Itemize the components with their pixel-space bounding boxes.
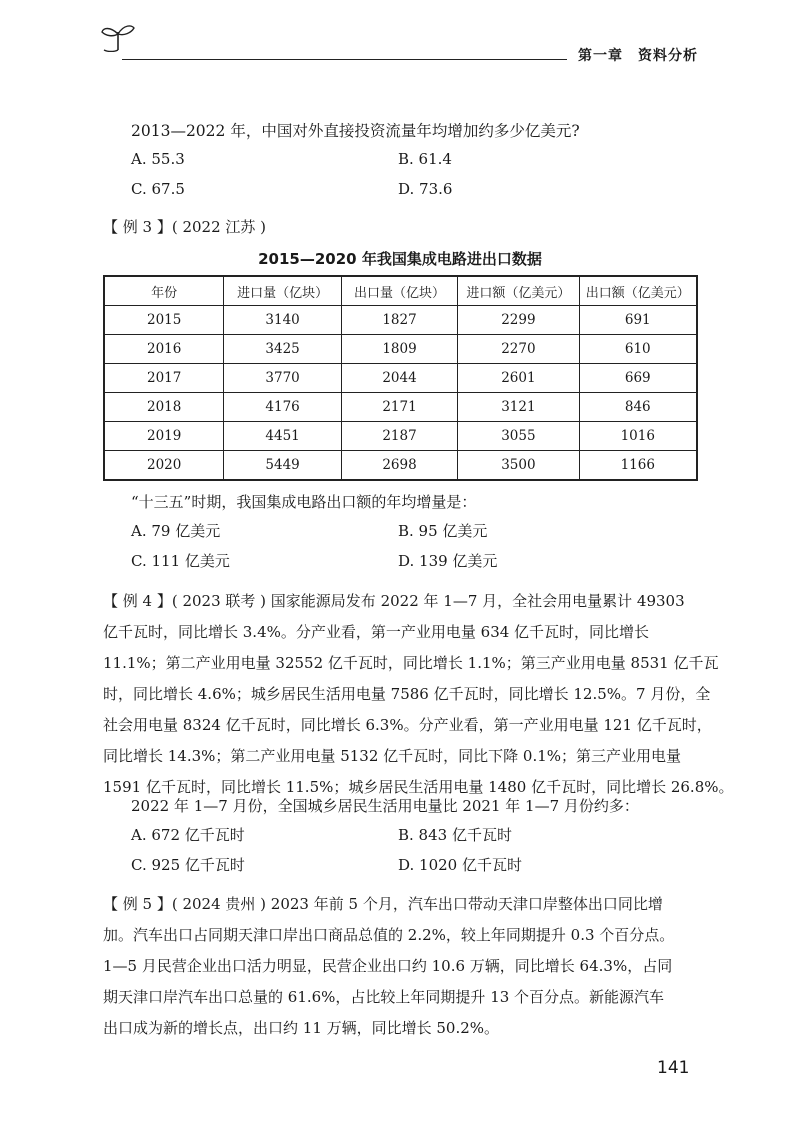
table-row xyxy=(104,451,697,481)
ex4-line: 同比增长 14.3%；第二产业用电量 5132 亿千瓦时，同比下降 0.1%；第三产业用电量 xyxy=(103,747,682,765)
ic-trade-table xyxy=(103,275,698,481)
table-row xyxy=(104,335,697,364)
ex4-line: 【 例 4 】( 2023 联考 ) 国家能源局发布 2022 年 1—7 月，全社会用电量累计 49303 xyxy=(103,592,685,610)
cell-export-volume: 2698 xyxy=(341,451,457,481)
cell-export-value: 1166 xyxy=(579,451,697,481)
ex3-option-c: C. 111 亿美元 xyxy=(131,552,230,570)
ex4-option-d: D. 1020 亿千瓦时 xyxy=(398,856,522,874)
cell-export-value: 669 xyxy=(579,364,697,393)
ex5-line: 【 例 5 】( 2024 贵州 ) 2023 年前 5 个月，汽车出口带动天津口岸整体出口同比增 xyxy=(103,895,663,913)
cell-import-volume: 3425 xyxy=(224,335,341,364)
col-header-import-volume: 进口量（亿块） xyxy=(224,276,341,306)
cell-import-value: 3500 xyxy=(458,451,579,481)
q1-option-a: A. 55.3 xyxy=(131,150,185,168)
ex5-line: 1—5 月民营企业出口活力明显，民营企业出口约 10.6 万辆，同比增长 64.3%，占同 xyxy=(103,957,673,975)
table-row xyxy=(104,364,697,393)
ex5-line: 加。汽车出口占同期天津口岸出口商品总值的 2.2%，较上年同期提升 0.3 个百分点。 xyxy=(103,926,675,944)
ex3-question: “十三五”时期，我国集成电路出口额的年均增量是： xyxy=(131,493,477,511)
col-header-export-volume: 出口量（亿块） xyxy=(341,276,457,306)
table-row xyxy=(104,306,697,335)
cell-import-value: 2270 xyxy=(458,335,579,364)
ex4-option-c: C. 925 亿千瓦时 xyxy=(131,856,245,874)
cell-year: 2017 xyxy=(104,364,224,393)
table-row xyxy=(104,393,697,422)
cell-import-volume: 4176 xyxy=(224,393,341,422)
header-rule xyxy=(122,59,567,60)
cell-import-value: 3055 xyxy=(458,422,579,451)
cell-import-volume: 4451 xyxy=(224,422,341,451)
q1-question: 2013—2022 年，中国对外直接投资流量年均增加约多少亿美元? xyxy=(131,122,580,140)
cell-export-value: 1016 xyxy=(579,422,697,451)
ex5-line: 期天津口岸汽车出口总量的 61.6%，占比较上年同期提升 13 个百分点。新能源汽车 xyxy=(103,988,665,1006)
ex4-paragraph xyxy=(103,586,734,803)
table-row xyxy=(104,422,697,451)
cell-year: 2019 xyxy=(104,422,224,451)
cell-year: 2016 xyxy=(104,335,224,364)
table-header-row xyxy=(104,276,697,306)
q1-option-d: D. 73.6 xyxy=(398,180,453,198)
col-header-export-value: 出口额（亿美元） xyxy=(579,276,697,306)
cell-import-volume: 3140 xyxy=(224,306,341,335)
ex4-option-b: B. 843 亿千瓦时 xyxy=(398,826,512,844)
page-number: 141 xyxy=(657,1058,690,1078)
sprout-leaf-icon xyxy=(100,22,136,52)
cell-year: 2015 xyxy=(104,306,224,335)
chapter-title: 第一章 资料分析 xyxy=(578,48,698,64)
cell-export-volume: 1809 xyxy=(341,335,457,364)
cell-export-volume: 2187 xyxy=(341,422,457,451)
ex4-question: 2022 年 1—7 月份，全国城乡居民生活用电量比 2021 年 1—7 月份约多： xyxy=(131,797,639,815)
cell-import-value: 2299 xyxy=(458,306,579,335)
q1-option-b: B. 61.4 xyxy=(398,150,452,168)
table-title: 2015—2020 年我国集成电路进出口数据 xyxy=(258,250,542,268)
q1-option-c: C. 67.5 xyxy=(131,180,185,198)
cell-year: 2020 xyxy=(104,451,224,481)
ex3-label: 【 例 3 】( 2022 江苏 ) xyxy=(103,218,267,236)
cell-export-value: 691 xyxy=(579,306,697,335)
cell-export-volume: 2044 xyxy=(341,364,457,393)
ex5-line: 出口成为新的增长点，出口约 11 万辆，同比增长 50.2%。 xyxy=(103,1019,500,1037)
cell-import-value: 3121 xyxy=(458,393,579,422)
col-header-year: 年份 xyxy=(104,276,224,306)
ex3-option-b: B. 95 亿美元 xyxy=(398,522,488,540)
ex3-option-a: A. 79 亿美元 xyxy=(131,522,221,540)
cell-year: 2018 xyxy=(104,393,224,422)
ex4-line: 1591 亿千瓦时，同比增长 11.5%；城乡居民生活用电量 1480 亿千瓦时，同比增长 26.8%。 xyxy=(103,778,734,796)
cell-export-volume: 2171 xyxy=(341,393,457,422)
ex4-option-a: A. 672 亿千瓦时 xyxy=(131,826,245,844)
cell-export-volume: 1827 xyxy=(341,306,457,335)
cell-export-value: 610 xyxy=(579,335,697,364)
ex5-paragraph xyxy=(103,889,703,1044)
cell-import-value: 2601 xyxy=(458,364,579,393)
ex4-line: 亿千瓦时，同比增长 3.4%。分产业看，第一产业用电量 634 亿千瓦时，同比增长 xyxy=(103,623,650,641)
ex4-line: 11.1%；第二产业用电量 32552 亿千瓦时，同比增长 1.1%；第三产业用电量 8531 亿千瓦 xyxy=(103,654,719,672)
cell-import-volume: 5449 xyxy=(224,451,341,481)
ex4-line: 时，同比增长 4.6%；城乡居民生活用电量 7586 亿千瓦时，同比增长 12.5%。7 月份，全 xyxy=(103,685,711,703)
ex3-option-d: D. 139 亿美元 xyxy=(398,552,498,570)
ex4-line: 社会用电量 8324 亿千瓦时，同比增长 6.3%。分产业看，第一产业用电量 121 亿千瓦时， xyxy=(103,716,712,734)
col-header-import-value: 进口额（亿美元） xyxy=(458,276,579,306)
cell-import-volume: 3770 xyxy=(224,364,341,393)
cell-export-value: 846 xyxy=(579,393,697,422)
